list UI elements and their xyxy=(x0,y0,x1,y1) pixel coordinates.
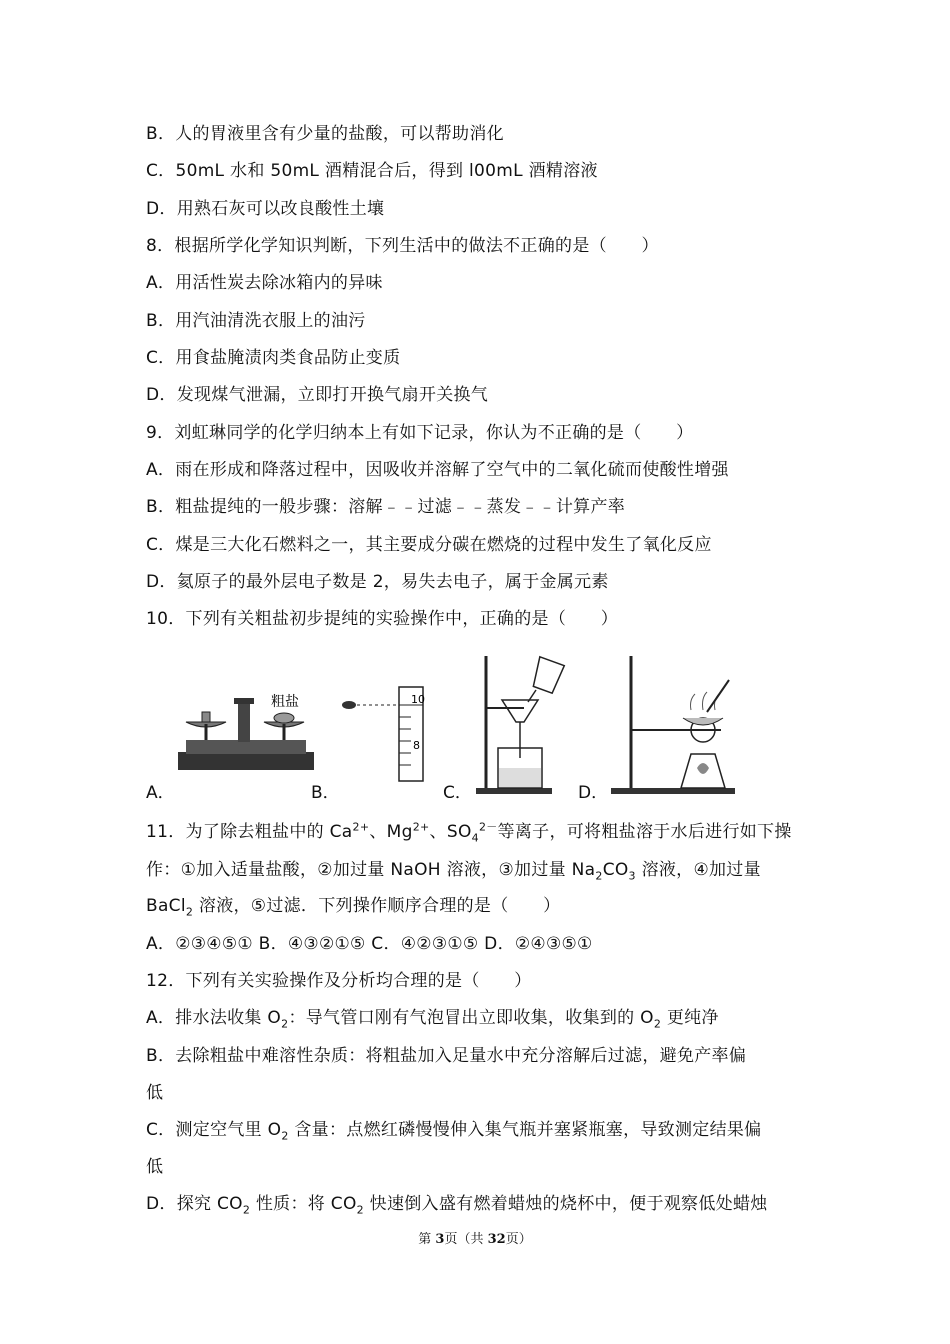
figure-label-d: D． xyxy=(578,783,609,803)
question-8: 8．根据所学化学知识判断，下列生活中的做法不正确的是（ ） xyxy=(146,236,659,256)
co2-subscript-1: 2 xyxy=(242,1203,251,1217)
q12c-text-1: C．测定空气里 O xyxy=(146,1120,282,1140)
footer-mid: 页（共 xyxy=(444,1232,488,1247)
figure-label-a: A． xyxy=(146,783,175,803)
q11-l2-text-1: 作：①加入适量盐酸，②加过量 NaOH 溶液，③加过量 Na xyxy=(146,860,596,880)
option-c-line: C．50mL 水和 50mL 酒精混合后，得到 l00mL 酒精溶液 xyxy=(146,161,598,181)
figure-label-b: B． xyxy=(311,783,340,803)
question-11-line-2 xyxy=(146,860,761,883)
q11-l2-text-2: CO xyxy=(602,860,629,880)
cylinder-figure xyxy=(341,685,441,785)
figure-label-c: C． xyxy=(443,783,472,803)
question-12-option-d xyxy=(146,1194,768,1217)
o2-subscript-1: 2 xyxy=(281,1017,289,1031)
question-11-line-3 xyxy=(146,896,561,919)
mg-charge: 2+ xyxy=(412,820,430,834)
q12d-text-2: 性质：将 CO xyxy=(250,1194,357,1214)
page-number: 3 xyxy=(435,1232,445,1247)
question-8-option-d: D．发现煤气泄漏，立即打开换气扇开关换气 xyxy=(146,385,489,405)
q11-text-1: 11．为了除去粗盐中的 Ca xyxy=(146,822,353,842)
ca-charge: 2+ xyxy=(352,820,370,834)
q12d-text-3: 快速倒入盛有燃着蜡烛的烧杯中，便于观察低处蜡烛 xyxy=(363,1194,768,1214)
question-10: 10．下列有关粗盐初步提纯的实验操作中，正确的是（ ） xyxy=(146,609,619,629)
o2-subscript-2: 2 xyxy=(653,1017,662,1031)
q12a-text-3: 更纯净 xyxy=(661,1008,719,1028)
option-d-line: D．用熟石灰可以改良酸性土壤 xyxy=(146,199,385,219)
footer-prefix: 第 xyxy=(418,1232,436,1247)
na2-subscript: 2 xyxy=(595,869,603,883)
cylinder-mark-10: 10 xyxy=(411,693,425,706)
q11-l3-text-1: BaCl xyxy=(146,896,186,916)
footer-suffix: 页） xyxy=(505,1232,532,1247)
question-12-option-a xyxy=(146,1008,719,1031)
question-8-option-b: B．用汽油清洗衣服上的油污 xyxy=(146,311,366,331)
question-12: 12．下列有关实验操作及分析均合理的是（ ） xyxy=(146,971,532,991)
question-9-option-d: D．氦原子的最外层电子数是 2，易失去电子，属于金属元素 xyxy=(146,572,609,592)
question-11-options: A．②③④⑤① B．④③②①⑤ C．④②③①⑤ D．②④③⑤① xyxy=(146,934,593,954)
question-9-option-c: C．煤是三大化石燃料之一，其主要成分碳在燃烧的过程中发生了氧化反应 xyxy=(146,535,712,555)
question-12-option-b: B．去除粗盐中难溶性杂质：将粗盐加入足量水中充分溶解后过滤，避免产率偏 xyxy=(146,1046,747,1066)
q12a-text-2: ：导气管口刚有气泡冒出立即收集，收集到的 O xyxy=(288,1008,654,1028)
o2-subscript-3: 2 xyxy=(281,1129,289,1143)
q11-l3-text-2: 溶液，⑤过滤．下列操作顺序合理的是（ ） xyxy=(193,896,561,916)
question-11-line-1 xyxy=(146,820,792,845)
option-b-line: B．人的胃液里含有少量的盐酸，可以帮助消化 xyxy=(146,124,504,144)
question-8-option-a: A．用活性炭去除冰箱内的异味 xyxy=(146,273,383,293)
evaporation-figure xyxy=(611,650,741,800)
q11-l2-text-3: 溶液，④加过量 xyxy=(635,860,761,880)
question-9-option-b: B．粗盐提纯的一般步骤：溶解﹣﹣过滤﹣﹣蒸发﹣﹣计算产率 xyxy=(146,497,626,517)
so4-subscript: 4 xyxy=(471,831,479,845)
bacl2-subscript: 2 xyxy=(185,905,194,919)
q11-text-3: 、SO xyxy=(429,822,472,842)
page-footer xyxy=(0,1228,950,1247)
question-9: 9．刘虹琳同学的化学归纳本上有如下记录，你认为不正确的是（ ） xyxy=(146,423,694,443)
q12d-text-1: D．探究 CO xyxy=(146,1194,243,1214)
q11-text-4: 等离子，可将粗盐溶于水后进行如下操 xyxy=(497,822,792,842)
question-12-option-c-cont: 低 xyxy=(146,1157,164,1177)
question-8-option-c: C．用食盐腌渍肉类食品防止变质 xyxy=(146,348,401,368)
cylinder-mark-8: 8 xyxy=(413,739,420,752)
question-12-option-b-cont: 低 xyxy=(146,1083,164,1103)
question-9-option-a: A．雨在形成和降落过程中，因吸收并溶解了空气中的二氧化硫而使酸性增强 xyxy=(146,460,729,480)
q11-text-2: 、Mg xyxy=(369,822,413,842)
balance-figure xyxy=(176,680,316,780)
q12c-text-2: 含量：点燃红磷慢慢伸入集气瓶并塞紧瓶塞，导致测定结果偏 xyxy=(288,1120,762,1140)
q12a-text-1: A．排水法收集 O xyxy=(146,1008,282,1028)
balance-label: 粗盐 xyxy=(271,694,299,710)
page-total: 32 xyxy=(487,1232,506,1247)
filtration-figure xyxy=(476,650,576,800)
co2-subscript-2: 2 xyxy=(356,1203,364,1217)
so4-charge: 2－ xyxy=(478,820,498,834)
co3-subscript: 3 xyxy=(628,869,636,883)
question-10-figures xyxy=(146,650,746,803)
question-12-option-c xyxy=(146,1120,762,1143)
